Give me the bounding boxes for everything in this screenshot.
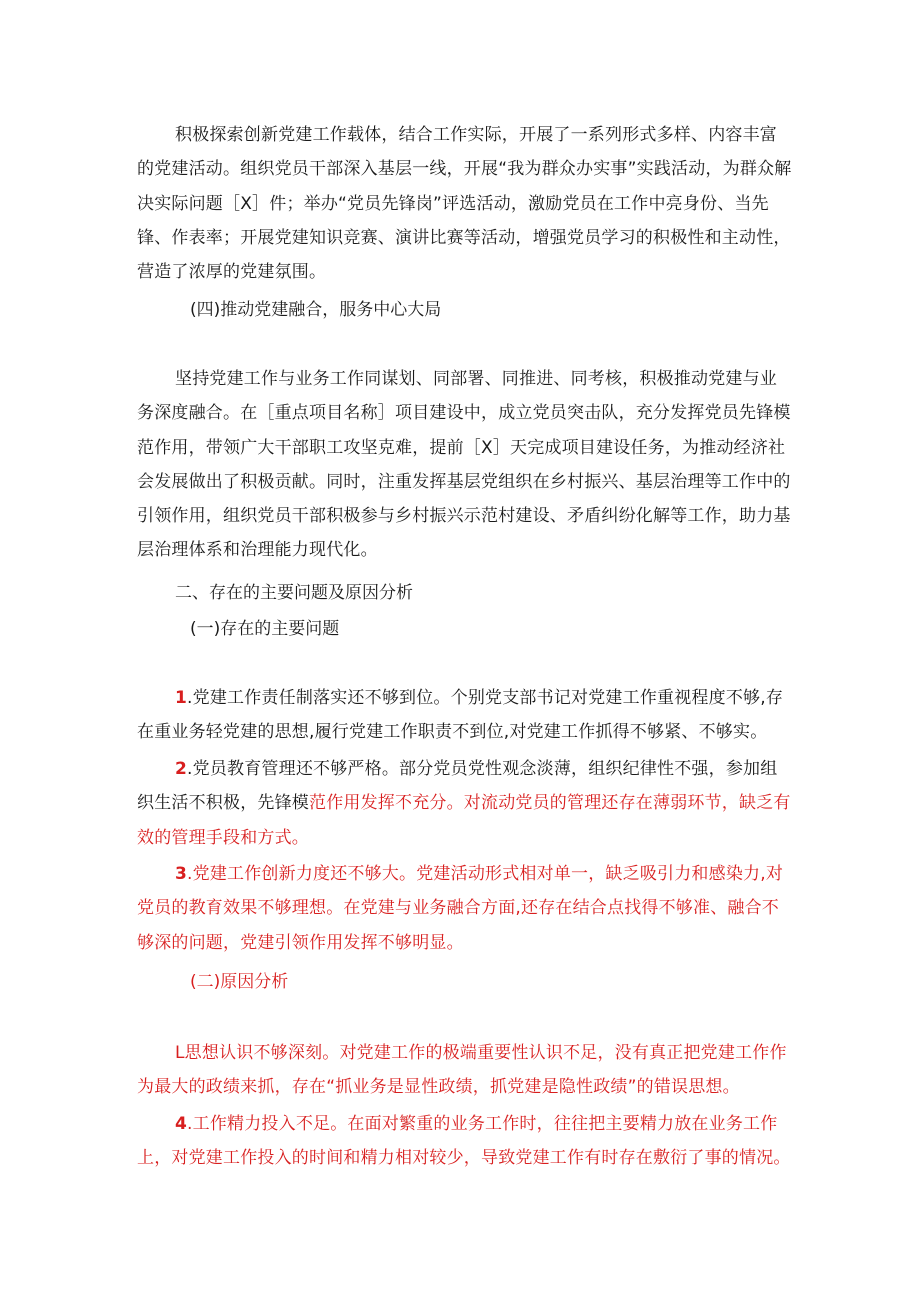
issue-3-number: 3	[175, 864, 188, 884]
issue-3-text: .党建工作创新力度还不够大。党建活动形式相对单一，缺乏吸引力和感染力,对党员的教育效果不够理想。在党建与业务融合方面,还存在结合点找得不够准、融合不够深的问题，党建引领作用发挥不够明显。	[137, 864, 784, 953]
section-heading-problems: 二、存在的主要问题及原因分析	[175, 583, 413, 603]
paragraph-activities: 积极探索创新党建工作载体，结合工作实际，开展了一系列形式多样、内容丰富的党建活动。组织党员干部深入基层一线，开展“我为群众办实事”实践活动，为群众解决实际问题［X］件；举办“党员先锋岗”评选活动，激励党员在工作中亮身份、当先锋、作表率；开展党建知识竞赛、演讲比赛等活动，增强党员学习的积极性和主动性，营造了浓厚的党建氛围。	[137, 125, 792, 283]
subheading-main-problems: (一)存在的主要问题	[190, 619, 340, 639]
cause-2-text: .工作精力投入不足。在面对繁重的业务工作时，往往把主要精力放在业务工作上，对党建工作投入的时间和精力相对较少，导致党建工作有时存在敷衍了事的情况。	[137, 1114, 791, 1169]
issue-2-text-highlight: 范作用发挥不充分。对流动党员的管理还存在薄弱环节，缺乏有效的管理手段和方式。	[137, 793, 791, 848]
issue-item-3	[137, 857, 793, 960]
issue-1-text: .党建工作责任制落实还不够到位。个别党支部书记对党建工作重视程度不够,存在重业务轻党建的思想,履行党建工作职责不到位,对党建工作抓得不够紧、不够实。	[137, 688, 784, 743]
heading-party-integration: (四)推动党建融合，服务中心大局	[190, 300, 442, 320]
issue-item-2	[137, 752, 793, 855]
issue-2-text: .党员教育管理还不够严格。部分党员党性观念淡薄，组织纪律性不强，参加组织生活不积极，先锋模	[137, 759, 778, 814]
issue-1-number: 1	[175, 688, 188, 708]
cause-2-number: 4	[175, 1114, 188, 1134]
cause-item-1: L思想认识不够深刻。对党建工作的极端重要性认识不足，没有真正把党建工作作为最大的政绩来抓，存在“抓业务是显性政绩，抓党建是隐性政绩”的错误思想。	[137, 1043, 787, 1098]
paragraph-integration: 坚持党建工作与业务工作同谋划、同部署、同推进、同考核，积极推动党建与业务深度融合。在［重点项目名称］项目建设中，成立党员突击队，充分发挥党员先锋模范作用，带领广大干部职工攻坚克难，提前［X］天完成项目建设任务，为推动经济社会发展做出了积极贡献。同时，注重发挥基层党组织在乡村振兴、基层治理等工作中的引领作用，组织党员干部积极参与乡村振兴示范村建设、矛盾纠纷化解等工作，助力基层治理体系和治理能力现代化。	[137, 369, 791, 561]
issue-2-number: 2	[175, 759, 188, 779]
issue-item-1	[137, 681, 793, 750]
subheading-cause-analysis: (二)原因分析	[190, 972, 289, 992]
cause-item-2	[137, 1107, 793, 1176]
